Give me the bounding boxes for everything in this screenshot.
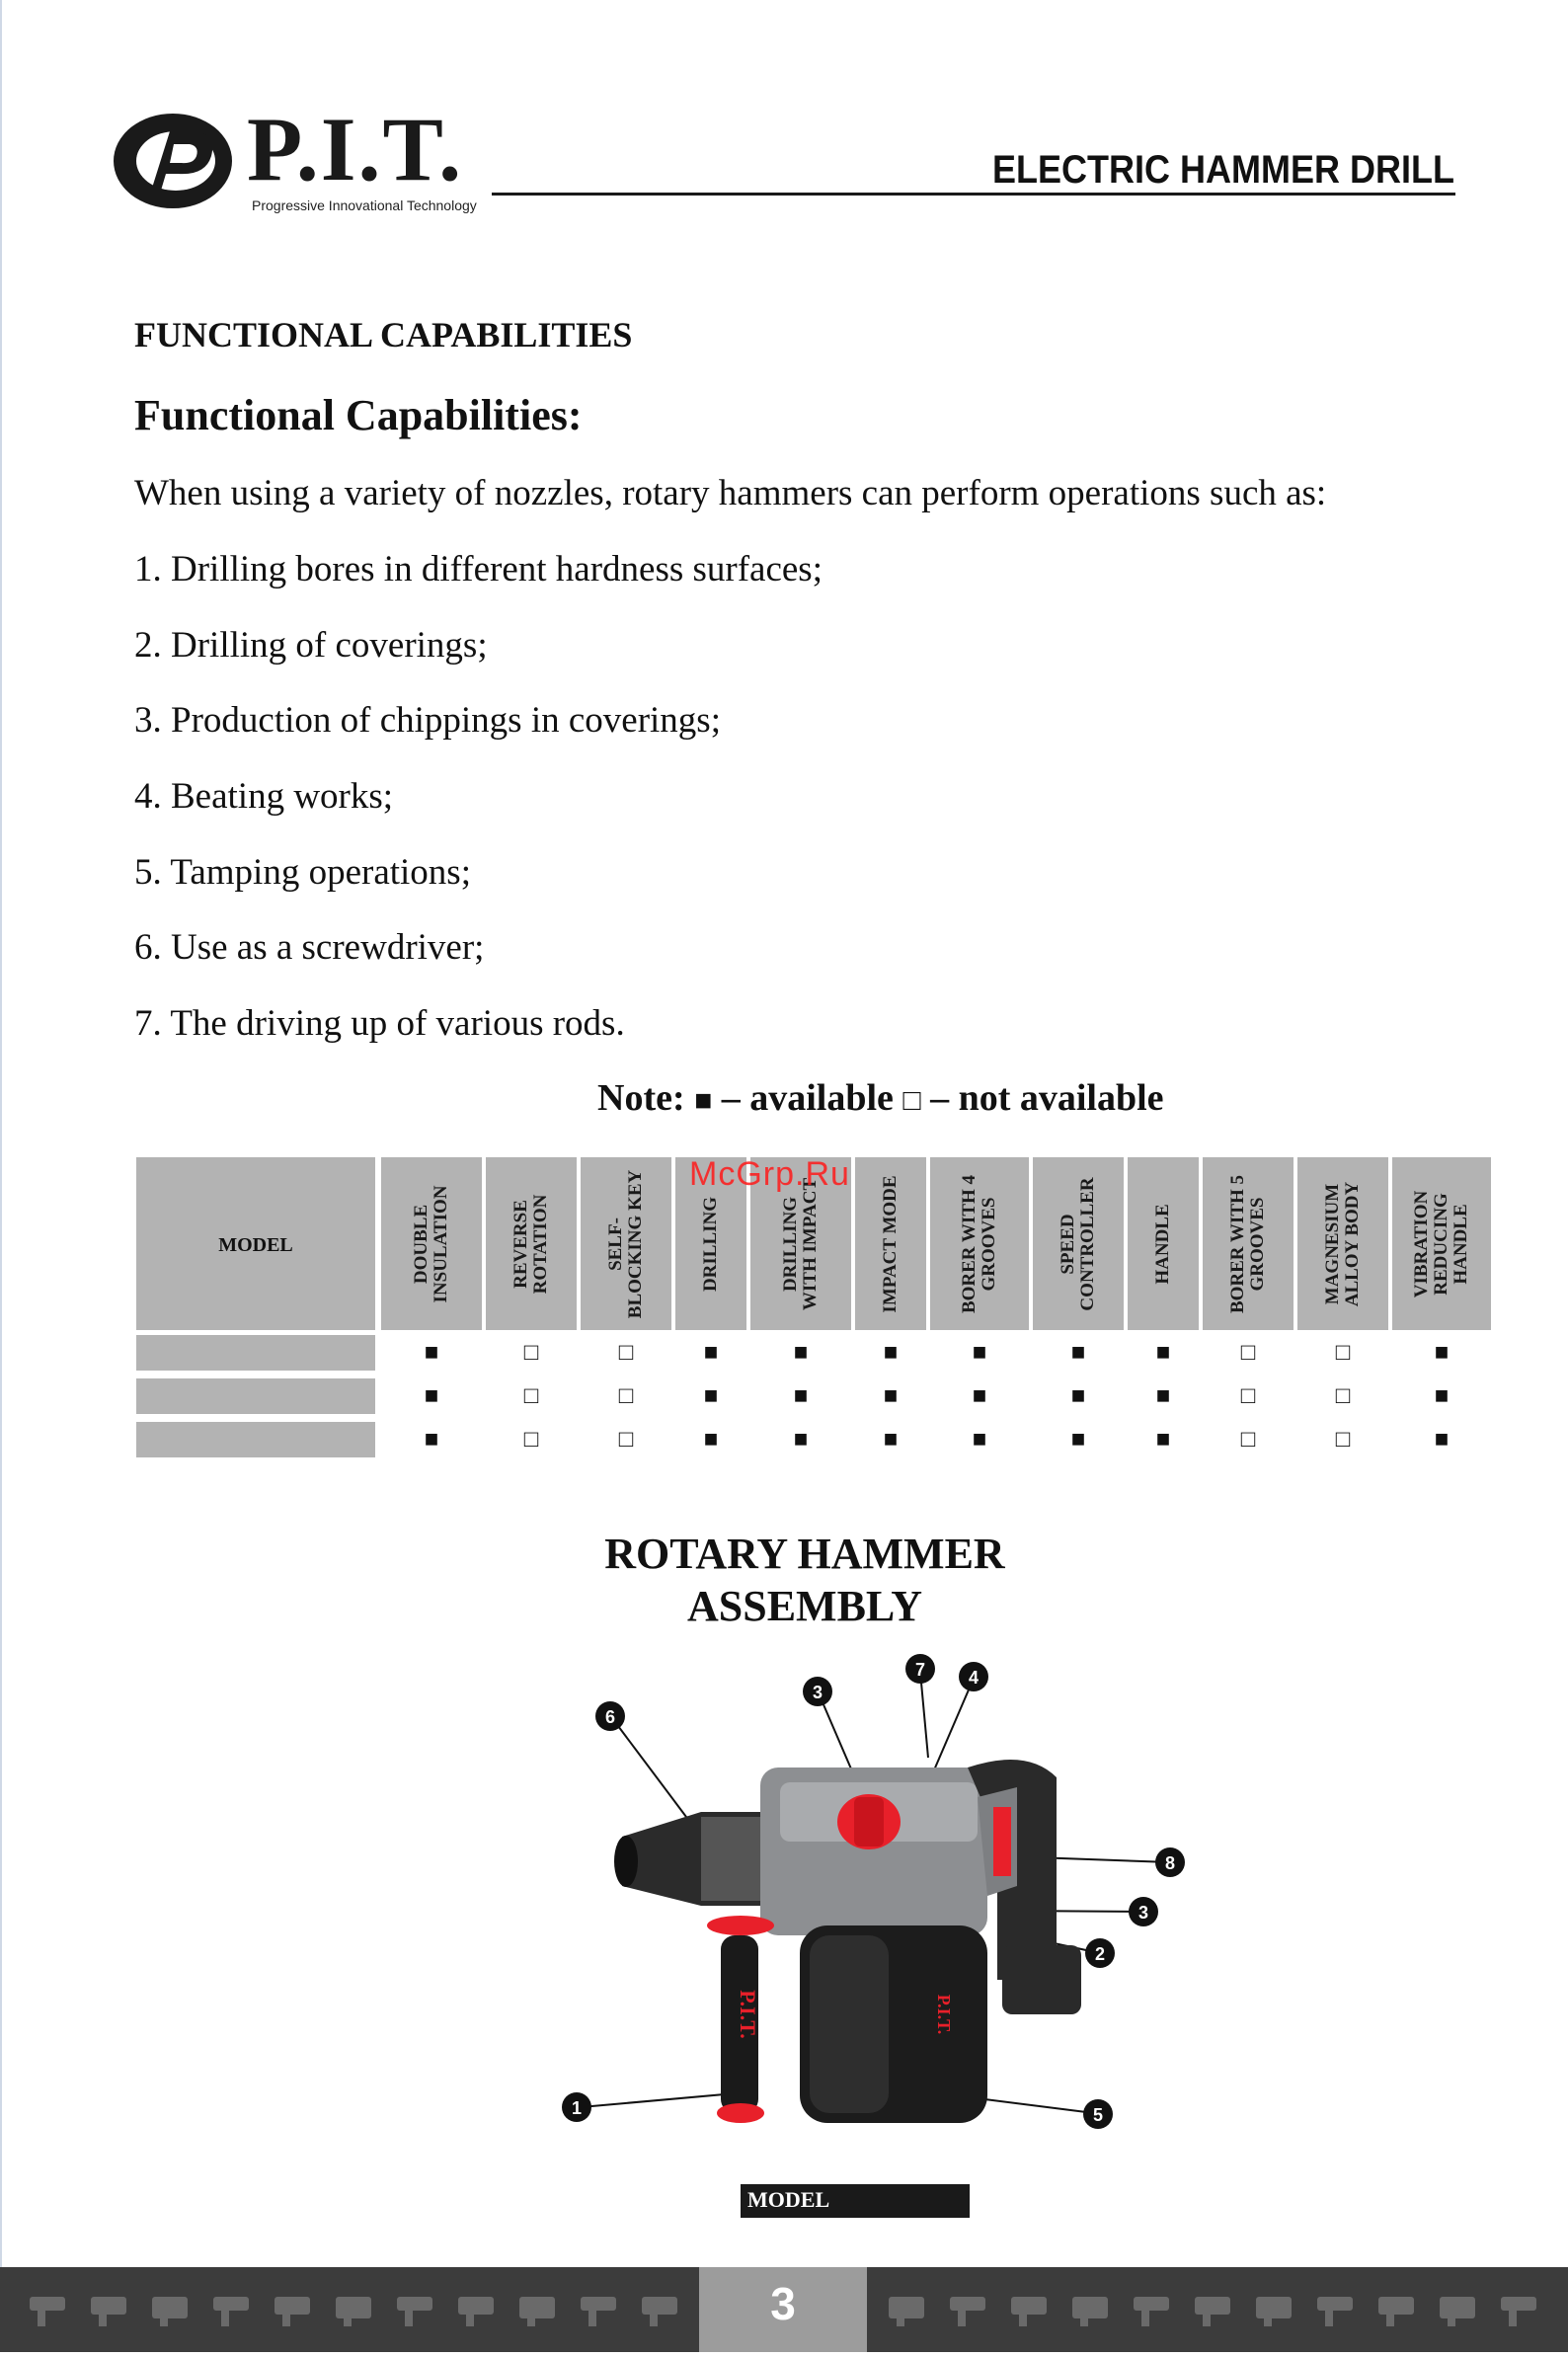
tool-silhouette-icon — [282, 2311, 290, 2326]
tool-silhouette-icon — [1317, 2297, 1353, 2311]
tool-silhouette-icon — [950, 2297, 985, 2311]
capability-item: 2. Drilling of coverings; — [134, 625, 488, 666]
available-mark: ■ — [1070, 1383, 1086, 1409]
table-header-label: VIBRATION REDUCING HANDLE — [1411, 1190, 1471, 1297]
tool-silhouette-icon — [405, 2311, 413, 2326]
tool-silhouette-icon — [1264, 2311, 1272, 2326]
tool-silhouette-icon — [397, 2297, 432, 2311]
table-header-column — [486, 1157, 577, 1330]
tool-silhouette-icon — [1019, 2311, 1027, 2326]
tool-silhouette-icon — [1501, 2297, 1536, 2311]
tool-silhouette-icon — [897, 2311, 904, 2326]
not-available-text: – not available — [930, 1077, 1164, 1119]
table-header-label: BORER WITH 5 GROOVES — [1227, 1174, 1268, 1313]
tool-silhouette-icon — [1080, 2311, 1088, 2326]
table-header-column — [1297, 1157, 1388, 1330]
document-title: ELECTRIC HAMMER DRILL — [992, 148, 1454, 192]
available-mark: ■ — [883, 1383, 899, 1409]
capability-item: 3. Production of chippings in coverings; — [134, 700, 721, 741]
table-header-label: DOUBLE INSULATION — [411, 1185, 451, 1302]
note-label: Note: — [597, 1077, 685, 1119]
callout-3: 3 — [812, 1683, 823, 1702]
not-available-mark: □ — [618, 1383, 634, 1409]
tool-silhouette-icon — [213, 2297, 249, 2311]
assembly-title — [0, 1529, 1568, 1633]
tool-silhouette-icon — [221, 2311, 229, 2326]
table-header-label: DRILLING — [700, 1196, 722, 1292]
available-mark: ■ — [1155, 1340, 1171, 1366]
tool-silhouette-icon — [1141, 2311, 1149, 2326]
table-header-label: DRILLING WITH IMPACT — [780, 1177, 821, 1310]
tool-silhouette-icon — [99, 2311, 107, 2326]
model-label: MODEL — [747, 2187, 830, 2212]
section-title: FUNCTIONAL CAPABILITIES — [134, 315, 633, 354]
available-mark: ■ — [1070, 1427, 1086, 1453]
available-mark: ■ — [1434, 1383, 1450, 1409]
available-mark: ■ — [424, 1383, 439, 1409]
table-header-column — [1128, 1157, 1199, 1330]
not-available-mark: □ — [618, 1427, 634, 1453]
available-mark: ■ — [972, 1340, 987, 1366]
tool-silhouette-icon — [581, 2297, 616, 2311]
legend-note — [597, 1076, 1164, 1120]
available-mark: ■ — [703, 1340, 719, 1366]
available-mark: ■ — [972, 1383, 987, 1409]
tool-silhouette-icon — [889, 2297, 924, 2318]
tool-silhouette-icon — [91, 2297, 126, 2315]
table-header-label: SELF- BLOCKING KEY — [605, 1169, 646, 1318]
table-header-column — [581, 1157, 671, 1330]
tool-silhouette-icon — [958, 2311, 966, 2326]
available-mark: ■ — [1155, 1427, 1171, 1453]
tool-silhouette-icon — [1195, 2297, 1230, 2315]
subsection-title: Functional Capabilities: — [134, 391, 583, 439]
svg-text:P.I.T.: P.I.T. — [934, 1994, 954, 2035]
assembly-title-line: ROTARY HAMMER — [604, 1530, 1005, 1578]
table-header-column — [381, 1157, 482, 1330]
callout-3b: 3 — [1137, 1903, 1149, 1923]
available-mark: ■ — [1434, 1340, 1450, 1366]
tool-silhouette-icon — [519, 2297, 555, 2318]
tool-silhouette-icon — [336, 2297, 371, 2318]
available-mark: ■ — [793, 1383, 809, 1409]
not-available-mark: □ — [1240, 1340, 1256, 1366]
tool-silhouette-icon — [1011, 2297, 1047, 2315]
tool-silhouette-icon — [588, 2311, 596, 2326]
page-number: 3 — [770, 2278, 796, 2329]
capability-item: 6. Use as a screwdriver; — [134, 927, 485, 968]
not-available-mark: □ — [618, 1340, 634, 1366]
tool-silhouette-icon — [274, 2297, 310, 2315]
table-header-label: SPEED CONTROLLER — [1058, 1176, 1098, 1311]
callout-7: 7 — [914, 1660, 926, 1680]
available-mark: ■ — [883, 1427, 899, 1453]
available-mark: ■ — [1070, 1340, 1086, 1366]
available-mark: ■ — [883, 1340, 899, 1366]
available-mark: ■ — [424, 1427, 439, 1453]
not-available-mark: □ — [523, 1340, 539, 1366]
available-mark: ■ — [972, 1427, 987, 1453]
callout-5: 5 — [1092, 2105, 1104, 2125]
capability-item: 5. Tamping operations; — [134, 852, 471, 893]
not-available-mark: □ — [1240, 1383, 1256, 1409]
pit-logo-icon — [109, 107, 237, 215]
available-mark: ■ — [703, 1383, 719, 1409]
rotary-hammer-illustration — [553, 1639, 1244, 2172]
tool-silhouette-icon — [466, 2311, 474, 2326]
not-available-mark: □ — [1335, 1383, 1351, 1409]
table-header-column — [1033, 1157, 1124, 1330]
tool-silhouette-icon — [1203, 2311, 1211, 2326]
not-available-mark: □ — [1335, 1340, 1351, 1366]
table-header-label: HANDLE — [1152, 1203, 1174, 1285]
available-mark: ■ — [793, 1340, 809, 1366]
table-header-label: IMPACT MODE — [880, 1174, 902, 1313]
tool-silhouette-icon — [30, 2297, 65, 2311]
table-header-column — [1392, 1157, 1491, 1330]
table-header-model — [136, 1157, 375, 1330]
available-mark: ■ — [703, 1427, 719, 1453]
watermark: McGrp.Ru — [689, 1155, 850, 1193]
not-available-mark: □ — [1335, 1427, 1351, 1453]
not-available-mark: □ — [1240, 1427, 1256, 1453]
assembly-title-line: ASSEMBLY — [686, 1581, 923, 1630]
intro-paragraph: When using a variety of nozzles, rotary hammers can perform operations such as: — [134, 473, 1327, 513]
tool-silhouette-icon — [527, 2311, 535, 2326]
table-header-column — [930, 1157, 1029, 1330]
capability-item: 4. Beating works; — [134, 776, 394, 817]
table-header-label: BORER WITH 4 GROOVES — [959, 1174, 999, 1313]
callout-2: 2 — [1094, 1944, 1106, 1964]
tool-silhouette-icon — [1072, 2297, 1108, 2318]
table-model-cell — [136, 1378, 375, 1414]
capability-item: 7. The driving up of various rods. — [134, 1003, 625, 1044]
tool-silhouette-icon — [1256, 2297, 1292, 2318]
tool-silhouette-icon — [458, 2297, 494, 2315]
not-available-mark: □ — [523, 1383, 539, 1409]
tool-silhouette-icon — [650, 2311, 658, 2326]
tool-silhouette-icon — [1440, 2297, 1475, 2318]
capability-item: 1. Drilling bores in different hardness surfaces; — [134, 549, 823, 589]
tool-silhouette-icon — [152, 2297, 188, 2318]
tool-silhouette-icon — [160, 2311, 168, 2326]
available-mark: ■ — [1434, 1427, 1450, 1453]
brand-tagline: Progressive Innovational Technology — [252, 197, 477, 213]
tool-silhouette-icon — [1386, 2311, 1394, 2326]
tool-silhouette-icon — [642, 2297, 677, 2315]
callout-6: 6 — [604, 1707, 616, 1727]
tool-silhouette-icon — [1509, 2311, 1517, 2326]
callout-8: 8 — [1164, 1853, 1176, 1873]
table-header-column — [1203, 1157, 1294, 1330]
table-header-model-label: MODEL — [218, 1234, 293, 1256]
table-header-label: REVERSE ROTATION — [510, 1194, 551, 1294]
capabilities-table — [136, 1157, 1483, 1455]
available-mark: ■ — [424, 1340, 439, 1366]
tool-silhouette-icon — [1134, 2297, 1169, 2311]
table-header-label: MAGNESIUM ALLOY BODY — [1322, 1181, 1363, 1306]
available-mark: ■ — [793, 1427, 809, 1453]
not-available-mark: □ — [523, 1427, 539, 1453]
tool-silhouette-icon — [1448, 2311, 1455, 2326]
available-mark: ■ — [1155, 1383, 1171, 1409]
brand-name: P.I.T. — [247, 99, 464, 199]
svg-text:P.I.T.: P.I.T. — [736, 1990, 760, 2039]
tool-silhouette-icon — [344, 2311, 352, 2326]
header-divider — [492, 193, 1455, 196]
not-available-symbol: □ — [902, 1084, 921, 1117]
table-header-column — [855, 1157, 926, 1330]
tool-silhouette-icon — [38, 2311, 45, 2326]
available-symbol: ■ — [694, 1084, 713, 1117]
tool-silhouette-icon — [1378, 2297, 1414, 2315]
tool-silhouette-icon — [1325, 2311, 1333, 2326]
available-text: – available — [721, 1077, 894, 1119]
callout-4: 4 — [968, 1668, 980, 1688]
callout-1: 1 — [571, 2098, 583, 2118]
page-edge — [0, 0, 2, 2267]
table-model-cell — [136, 1335, 375, 1371]
table-model-cell — [136, 1422, 375, 1457]
